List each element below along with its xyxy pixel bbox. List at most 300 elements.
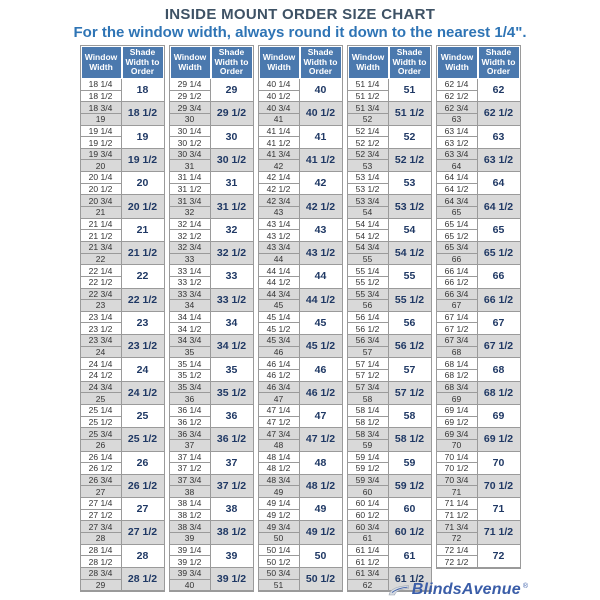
window-width-cell: 35 1/4 bbox=[170, 358, 211, 370]
shade-width-cell: 67 1/2 bbox=[478, 335, 520, 358]
window-width-cell: 60 3/4 bbox=[348, 521, 389, 533]
blinds-avenue-logo bbox=[388, 581, 528, 599]
window-width-cell: 63 3/4 bbox=[437, 149, 478, 161]
window-width-cell: 29 1/4 bbox=[170, 79, 211, 91]
shade-width-cell: 20 1/2 bbox=[122, 195, 164, 218]
window-width-cell: 36 bbox=[170, 393, 211, 405]
shade-width-cell: 64 1/2 bbox=[478, 195, 520, 218]
window-width-cell: 37 3/4 bbox=[170, 475, 211, 487]
window-width-header: Window Width bbox=[437, 46, 478, 79]
window-width-cell: 52 3/4 bbox=[348, 149, 389, 161]
window-width-cell: 20 bbox=[81, 160, 122, 172]
window-width-cell: 68 bbox=[437, 347, 478, 359]
window-width-cell: 46 3/4 bbox=[259, 382, 300, 394]
window-width-cell: 52 bbox=[348, 114, 389, 126]
shade-width-cell: 63 bbox=[478, 126, 520, 149]
shade-width-cell: 54 1/2 bbox=[389, 242, 431, 265]
shade-width-cell: 35 bbox=[211, 358, 253, 381]
window-width-cell: 48 3/4 bbox=[259, 475, 300, 487]
window-width-cell: 33 3/4 bbox=[170, 289, 211, 301]
shade-width-cell: 40 bbox=[300, 79, 342, 102]
window-width-cell: 57 3/4 bbox=[348, 382, 389, 394]
shade-width-cell: 58 1/2 bbox=[389, 428, 431, 451]
shade-width-cell: 50 1/2 bbox=[300, 568, 342, 591]
window-width-cell: 40 1/2 bbox=[259, 91, 300, 103]
shade-width-cell: 35 1/2 bbox=[211, 382, 253, 405]
window-width-cell: 39 3/4 bbox=[170, 568, 211, 580]
window-width-cell: 34 1/4 bbox=[170, 312, 211, 324]
shade-width-cell: 37 bbox=[211, 452, 253, 475]
shade-width-cell: 30 1/2 bbox=[211, 149, 253, 172]
window-width-cell: 29 3/4 bbox=[170, 102, 211, 114]
window-width-cell: 62 1/2 bbox=[437, 91, 478, 103]
window-width-cell: 65 3/4 bbox=[437, 242, 478, 254]
window-width-cell: 63 bbox=[437, 114, 478, 126]
window-width-cell: 34 3/4 bbox=[170, 335, 211, 347]
window-width-cell: 51 3/4 bbox=[348, 102, 389, 114]
shade-width-cell: 61 bbox=[389, 545, 431, 568]
window-width-cell: 71 bbox=[437, 486, 478, 498]
shade-width-cell: 60 1/2 bbox=[389, 521, 431, 544]
shade-width-cell: 39 bbox=[211, 545, 253, 568]
window-width-cell: 42 3/4 bbox=[259, 195, 300, 207]
shade-width-cell: 37 1/2 bbox=[211, 475, 253, 498]
window-width-cell: 39 bbox=[170, 533, 211, 545]
window-width-cell: 25 1/4 bbox=[81, 405, 122, 417]
shade-width-cell: 57 bbox=[389, 358, 431, 381]
shade-width-cell: 47 1/2 bbox=[300, 428, 342, 451]
window-width-cell: 32 1/2 bbox=[170, 230, 211, 242]
window-width-cell: 26 3/4 bbox=[81, 475, 122, 487]
window-width-cell: 19 1/4 bbox=[81, 126, 122, 138]
window-width-cell: 31 1/4 bbox=[170, 172, 211, 184]
window-width-cell: 50 3/4 bbox=[259, 568, 300, 580]
window-width-cell: 32 1/4 bbox=[170, 219, 211, 231]
window-width-header: Window Width bbox=[170, 46, 211, 79]
shade-width-cell: 59 1/2 bbox=[389, 475, 431, 498]
window-width-cell: 67 bbox=[437, 300, 478, 312]
window-width-cell: 23 1/4 bbox=[81, 312, 122, 324]
window-width-cell: 47 3/4 bbox=[259, 428, 300, 440]
window-width-cell: 29 1/2 bbox=[170, 91, 211, 103]
window-width-cell: 22 1/2 bbox=[81, 277, 122, 289]
shade-width-cell: 33 1/2 bbox=[211, 289, 253, 312]
window-width-cell: 53 1/4 bbox=[348, 172, 389, 184]
window-width-cell: 28 bbox=[81, 533, 122, 545]
window-width-cell: 53 bbox=[348, 160, 389, 172]
shade-width-cell: 47 bbox=[300, 405, 342, 428]
window-width-cell: 23 3/4 bbox=[81, 335, 122, 347]
shade-width-cell: 44 bbox=[300, 265, 342, 288]
window-width-cell: 69 3/4 bbox=[437, 428, 478, 440]
window-width-cell: 56 bbox=[348, 300, 389, 312]
shade-width-cell: 65 1/2 bbox=[478, 242, 520, 265]
window-width-cell: 43 1/4 bbox=[259, 219, 300, 231]
window-width-cell: 41 bbox=[259, 114, 300, 126]
window-width-cell: 34 bbox=[170, 300, 211, 312]
window-width-cell: 64 3/4 bbox=[437, 195, 478, 207]
shade-width-cell: 36 1/2 bbox=[211, 428, 253, 451]
window-width-cell: 24 bbox=[81, 347, 122, 359]
shade-width-cell: 54 bbox=[389, 219, 431, 242]
window-width-cell: 57 bbox=[348, 347, 389, 359]
shade-width-cell: 65 bbox=[478, 219, 520, 242]
window-width-cell: 71 3/4 bbox=[437, 521, 478, 533]
window-width-cell: 21 bbox=[81, 207, 122, 219]
window-width-cell: 36 1/4 bbox=[170, 405, 211, 417]
shade-width-header: Shade Width to Order bbox=[122, 46, 164, 79]
shade-width-cell: 26 1/2 bbox=[122, 475, 164, 498]
window-width-cell: 25 1/2 bbox=[81, 417, 122, 429]
window-width-cell: 45 1/4 bbox=[259, 312, 300, 324]
window-width-cell: 48 1/4 bbox=[259, 452, 300, 464]
window-width-cell: 30 3/4 bbox=[170, 149, 211, 161]
window-width-cell: 26 1/2 bbox=[81, 463, 122, 475]
shade-width-cell: 28 bbox=[122, 545, 164, 568]
window-width-cell: 51 1/2 bbox=[348, 91, 389, 103]
window-width-cell: 43 1/2 bbox=[259, 230, 300, 242]
window-width-cell: 55 bbox=[348, 254, 389, 266]
shade-width-cell: 58 bbox=[389, 405, 431, 428]
window-width-cell: 20 1/2 bbox=[81, 184, 122, 196]
shade-width-cell: 69 1/2 bbox=[478, 428, 520, 451]
shade-width-cell: 64 bbox=[478, 172, 520, 195]
window-width-cell: 64 bbox=[437, 160, 478, 172]
shade-width-cell: 52 bbox=[389, 126, 431, 149]
window-width-cell: 55 1/4 bbox=[348, 265, 389, 277]
shade-width-cell: 30 bbox=[211, 126, 253, 149]
window-width-cell: 32 bbox=[170, 207, 211, 219]
window-width-cell: 28 1/2 bbox=[81, 556, 122, 568]
shade-width-cell: 67 bbox=[478, 312, 520, 335]
window-width-cell: 19 bbox=[81, 114, 122, 126]
shade-width-header: Shade Width to Order bbox=[389, 46, 431, 79]
window-width-cell: 65 1/2 bbox=[437, 230, 478, 242]
shade-width-cell: 21 1/2 bbox=[122, 242, 164, 265]
shade-width-cell: 39 1/2 bbox=[211, 568, 253, 591]
window-width-cell: 70 3/4 bbox=[437, 475, 478, 487]
window-width-cell: 58 1/2 bbox=[348, 417, 389, 429]
shade-width-cell: 51 1/2 bbox=[389, 102, 431, 125]
shade-width-cell: 31 bbox=[211, 172, 253, 195]
shade-width-cell: 25 bbox=[122, 405, 164, 428]
window-width-cell: 33 1/2 bbox=[170, 277, 211, 289]
window-width-cell: 42 1/2 bbox=[259, 184, 300, 196]
shade-width-cell: 45 1/2 bbox=[300, 335, 342, 358]
shade-width-cell: 34 bbox=[211, 312, 253, 335]
shade-width-cell: 33 bbox=[211, 265, 253, 288]
shade-width-cell: 31 1/2 bbox=[211, 195, 253, 218]
window-width-cell: 52 1/2 bbox=[348, 137, 389, 149]
shade-width-cell: 36 bbox=[211, 405, 253, 428]
window-width-cell: 68 1/2 bbox=[437, 370, 478, 382]
window-width-cell: 23 bbox=[81, 300, 122, 312]
window-width-cell: 18 3/4 bbox=[81, 102, 122, 114]
shade-width-cell: 22 bbox=[122, 265, 164, 288]
window-width-cell: 69 1/2 bbox=[437, 417, 478, 429]
window-width-cell: 21 1/4 bbox=[81, 219, 122, 231]
window-width-cell: 59 1/2 bbox=[348, 463, 389, 475]
shade-width-cell: 46 1/2 bbox=[300, 382, 342, 405]
shade-width-cell: 24 1/2 bbox=[122, 382, 164, 405]
window-width-cell: 39 1/2 bbox=[170, 556, 211, 568]
window-width-cell: 69 1/4 bbox=[437, 405, 478, 417]
column-group-1 bbox=[80, 45, 165, 592]
window-width-cell: 26 1/4 bbox=[81, 452, 122, 464]
window-width-cell: 38 bbox=[170, 486, 211, 498]
window-width-cell: 36 1/2 bbox=[170, 417, 211, 429]
shade-width-header: Shade Width to Order bbox=[478, 46, 520, 79]
window-width-cell: 23 1/2 bbox=[81, 323, 122, 335]
window-width-cell: 44 1/4 bbox=[259, 265, 300, 277]
window-width-cell: 25 3/4 bbox=[81, 428, 122, 440]
shade-width-cell: 18 bbox=[122, 79, 164, 102]
shade-width-cell: 48 bbox=[300, 452, 342, 475]
window-width-cell: 56 3/4 bbox=[348, 335, 389, 347]
window-width-cell: 49 1/4 bbox=[259, 498, 300, 510]
window-width-cell: 38 1/2 bbox=[170, 510, 211, 522]
window-width-cell: 31 bbox=[170, 160, 211, 172]
window-width-cell: 60 bbox=[348, 486, 389, 498]
shade-width-cell: 71 1/2 bbox=[478, 521, 520, 544]
size-chart bbox=[0, 45, 600, 592]
shade-width-cell: 49 bbox=[300, 498, 342, 521]
shade-width-cell: 56 1/2 bbox=[389, 335, 431, 358]
shade-width-cell: 55 1/2 bbox=[389, 289, 431, 312]
window-width-cell: 36 3/4 bbox=[170, 428, 211, 440]
shade-width-cell: 23 1/2 bbox=[122, 335, 164, 358]
shade-width-cell: 45 bbox=[300, 312, 342, 335]
window-width-cell: 18 1/2 bbox=[81, 91, 122, 103]
window-width-cell: 21 1/2 bbox=[81, 230, 122, 242]
window-width-cell: 47 1/2 bbox=[259, 417, 300, 429]
window-width-cell: 37 1/4 bbox=[170, 452, 211, 464]
registered-mark: ® bbox=[522, 583, 528, 590]
window-width-cell: 34 1/2 bbox=[170, 323, 211, 335]
window-width-cell: 54 1/4 bbox=[348, 219, 389, 231]
window-width-cell: 46 bbox=[259, 347, 300, 359]
window-width-cell: 58 1/4 bbox=[348, 405, 389, 417]
window-width-cell: 65 1/4 bbox=[437, 219, 478, 231]
column-group-2 bbox=[169, 45, 254, 592]
shade-width-cell: 20 bbox=[122, 172, 164, 195]
window-width-cell: 48 1/2 bbox=[259, 463, 300, 475]
window-width-cell: 68 1/4 bbox=[437, 358, 478, 370]
window-width-cell: 51 bbox=[259, 580, 300, 592]
window-width-cell: 35 3/4 bbox=[170, 382, 211, 394]
window-width-cell: 42 bbox=[259, 160, 300, 172]
window-width-cell: 49 1/2 bbox=[259, 510, 300, 522]
window-width-cell: 27 3/4 bbox=[81, 521, 122, 533]
window-width-cell: 72 1/2 bbox=[437, 556, 478, 568]
shade-width-cell: 72 bbox=[478, 545, 520, 568]
logo-text: BlindsAvenue bbox=[411, 581, 521, 598]
window-width-cell: 54 3/4 bbox=[348, 242, 389, 254]
shade-width-header: Shade Width to Order bbox=[300, 46, 342, 79]
window-width-cell: 53 3/4 bbox=[348, 195, 389, 207]
window-width-cell: 22 bbox=[81, 254, 122, 266]
page-subtitle: For the window width, always round it down to the nearest 1/4". bbox=[73, 24, 527, 41]
window-width-cell: 38 1/4 bbox=[170, 498, 211, 510]
window-width-cell: 45 3/4 bbox=[259, 335, 300, 347]
window-width-cell: 38 3/4 bbox=[170, 521, 211, 533]
window-width-cell: 64 1/2 bbox=[437, 184, 478, 196]
window-width-cell: 43 3/4 bbox=[259, 242, 300, 254]
window-width-cell: 61 1/4 bbox=[348, 545, 389, 557]
window-width-cell: 19 1/2 bbox=[81, 137, 122, 149]
window-width-cell: 55 3/4 bbox=[348, 289, 389, 301]
shade-width-cell: 27 bbox=[122, 498, 164, 521]
window-width-cell: 22 3/4 bbox=[81, 289, 122, 301]
window-width-cell: 53 1/2 bbox=[348, 184, 389, 196]
window-width-cell: 65 bbox=[437, 207, 478, 219]
window-width-cell: 54 bbox=[348, 207, 389, 219]
window-width-cell: 19 3/4 bbox=[81, 149, 122, 161]
shade-width-cell: 59 bbox=[389, 452, 431, 475]
shade-width-cell: 41 1/2 bbox=[300, 149, 342, 172]
column-group-4 bbox=[347, 45, 432, 592]
window-width-cell: 37 1/2 bbox=[170, 463, 211, 475]
shade-width-cell: 23 bbox=[122, 312, 164, 335]
window-width-cell: 24 1/2 bbox=[81, 370, 122, 382]
shade-width-cell: 60 bbox=[389, 498, 431, 521]
window-width-cell: 50 bbox=[259, 533, 300, 545]
shade-width-cell: 62 1/2 bbox=[478, 102, 520, 125]
window-width-cell: 26 bbox=[81, 440, 122, 452]
page-title: INSIDE MOUNT ORDER SIZE CHART bbox=[164, 6, 436, 23]
window-width-cell: 27 bbox=[81, 486, 122, 498]
shade-width-cell: 22 1/2 bbox=[122, 289, 164, 312]
window-width-cell: 66 bbox=[437, 254, 478, 266]
window-width-cell: 44 3/4 bbox=[259, 289, 300, 301]
window-width-cell: 42 1/4 bbox=[259, 172, 300, 184]
shade-width-cell: 19 1/2 bbox=[122, 149, 164, 172]
window-width-cell: 45 bbox=[259, 300, 300, 312]
size-chart-page bbox=[0, 6, 600, 600]
window-width-cell: 62 3/4 bbox=[437, 102, 478, 114]
shade-width-header: Shade Width to Order bbox=[211, 46, 253, 79]
shade-width-cell: 70 bbox=[478, 452, 520, 475]
window-width-cell: 59 1/4 bbox=[348, 452, 389, 464]
shade-width-cell: 32 bbox=[211, 219, 253, 242]
window-width-cell: 47 1/4 bbox=[259, 405, 300, 417]
shade-width-cell: 55 bbox=[389, 265, 431, 288]
window-width-header: Window Width bbox=[348, 46, 389, 79]
window-width-cell: 54 1/2 bbox=[348, 230, 389, 242]
shade-width-cell: 21 bbox=[122, 219, 164, 242]
window-width-cell: 48 bbox=[259, 440, 300, 452]
window-width-cell: 59 bbox=[348, 440, 389, 452]
shade-width-cell: 56 bbox=[389, 312, 431, 335]
window-width-cell: 20 1/4 bbox=[81, 172, 122, 184]
window-width-cell: 40 1/4 bbox=[259, 79, 300, 91]
shade-width-cell: 38 1/2 bbox=[211, 521, 253, 544]
window-width-cell: 63 1/2 bbox=[437, 137, 478, 149]
shade-width-cell: 40 1/2 bbox=[300, 102, 342, 125]
window-width-cell: 33 bbox=[170, 254, 211, 266]
window-width-cell: 47 bbox=[259, 393, 300, 405]
shade-width-cell: 38 bbox=[211, 498, 253, 521]
shade-width-cell: 53 1/2 bbox=[389, 195, 431, 218]
window-width-cell: 71 1/4 bbox=[437, 498, 478, 510]
window-width-cell: 40 3/4 bbox=[259, 102, 300, 114]
shade-width-cell: 42 bbox=[300, 172, 342, 195]
shade-width-cell: 43 bbox=[300, 219, 342, 242]
window-width-cell: 49 3/4 bbox=[259, 521, 300, 533]
shade-width-cell: 44 1/2 bbox=[300, 289, 342, 312]
shade-width-cell: 29 bbox=[211, 79, 253, 102]
window-width-cell: 43 bbox=[259, 207, 300, 219]
window-width-cell: 67 1/4 bbox=[437, 312, 478, 324]
window-width-cell: 30 bbox=[170, 114, 211, 126]
shade-width-cell: 48 1/2 bbox=[300, 475, 342, 498]
shade-width-cell: 68 1/2 bbox=[478, 382, 520, 405]
shade-width-cell: 66 1/2 bbox=[478, 289, 520, 312]
shade-width-cell: 34 1/2 bbox=[211, 335, 253, 358]
window-width-cell: 27 1/4 bbox=[81, 498, 122, 510]
window-width-cell: 57 1/4 bbox=[348, 358, 389, 370]
window-width-cell: 58 3/4 bbox=[348, 428, 389, 440]
window-width-cell: 61 3/4 bbox=[348, 568, 389, 580]
window-width-cell: 41 3/4 bbox=[259, 149, 300, 161]
shade-width-cell: 66 bbox=[478, 265, 520, 288]
window-width-cell: 49 bbox=[259, 486, 300, 498]
window-width-cell: 66 3/4 bbox=[437, 289, 478, 301]
shade-width-cell: 68 bbox=[478, 358, 520, 381]
window-width-cell: 56 1/2 bbox=[348, 323, 389, 335]
window-width-cell: 52 1/4 bbox=[348, 126, 389, 138]
shade-width-cell: 51 bbox=[389, 79, 431, 102]
window-width-cell: 40 bbox=[170, 580, 211, 592]
window-width-cell: 62 bbox=[348, 580, 389, 592]
window-width-cell: 24 1/4 bbox=[81, 358, 122, 370]
window-width-cell: 31 1/2 bbox=[170, 184, 211, 196]
shade-width-cell: 46 bbox=[300, 358, 342, 381]
column-group-5 bbox=[436, 45, 521, 569]
window-width-cell: 64 1/4 bbox=[437, 172, 478, 184]
shade-width-cell: 63 1/2 bbox=[478, 149, 520, 172]
shade-width-cell: 50 bbox=[300, 545, 342, 568]
window-width-cell: 44 bbox=[259, 254, 300, 266]
shade-width-cell: 69 bbox=[478, 405, 520, 428]
window-width-cell: 39 1/4 bbox=[170, 545, 211, 557]
window-width-cell: 21 3/4 bbox=[81, 242, 122, 254]
window-width-cell: 67 1/2 bbox=[437, 323, 478, 335]
window-width-cell: 55 1/2 bbox=[348, 277, 389, 289]
window-width-cell: 61 1/2 bbox=[348, 556, 389, 568]
shade-width-cell: 49 1/2 bbox=[300, 521, 342, 544]
window-width-cell: 66 1/4 bbox=[437, 265, 478, 277]
window-width-cell: 58 bbox=[348, 393, 389, 405]
window-width-cell: 63 1/4 bbox=[437, 126, 478, 138]
window-width-cell: 20 3/4 bbox=[81, 195, 122, 207]
window-width-cell: 60 1/4 bbox=[348, 498, 389, 510]
window-width-cell: 33 1/4 bbox=[170, 265, 211, 277]
window-width-cell: 72 1/4 bbox=[437, 545, 478, 557]
shade-width-cell: 57 1/2 bbox=[389, 382, 431, 405]
shade-width-cell: 62 bbox=[478, 79, 520, 102]
shade-width-cell: 24 bbox=[122, 358, 164, 381]
shade-width-cell: 52 1/2 bbox=[389, 149, 431, 172]
shade-width-cell: 43 1/2 bbox=[300, 242, 342, 265]
window-width-cell: 46 1/2 bbox=[259, 370, 300, 382]
window-width-cell: 59 3/4 bbox=[348, 475, 389, 487]
window-width-cell: 18 1/4 bbox=[81, 79, 122, 91]
window-width-cell: 41 1/2 bbox=[259, 137, 300, 149]
window-width-cell: 24 3/4 bbox=[81, 382, 122, 394]
shade-width-cell: 26 bbox=[122, 452, 164, 475]
window-width-cell: 22 1/4 bbox=[81, 265, 122, 277]
